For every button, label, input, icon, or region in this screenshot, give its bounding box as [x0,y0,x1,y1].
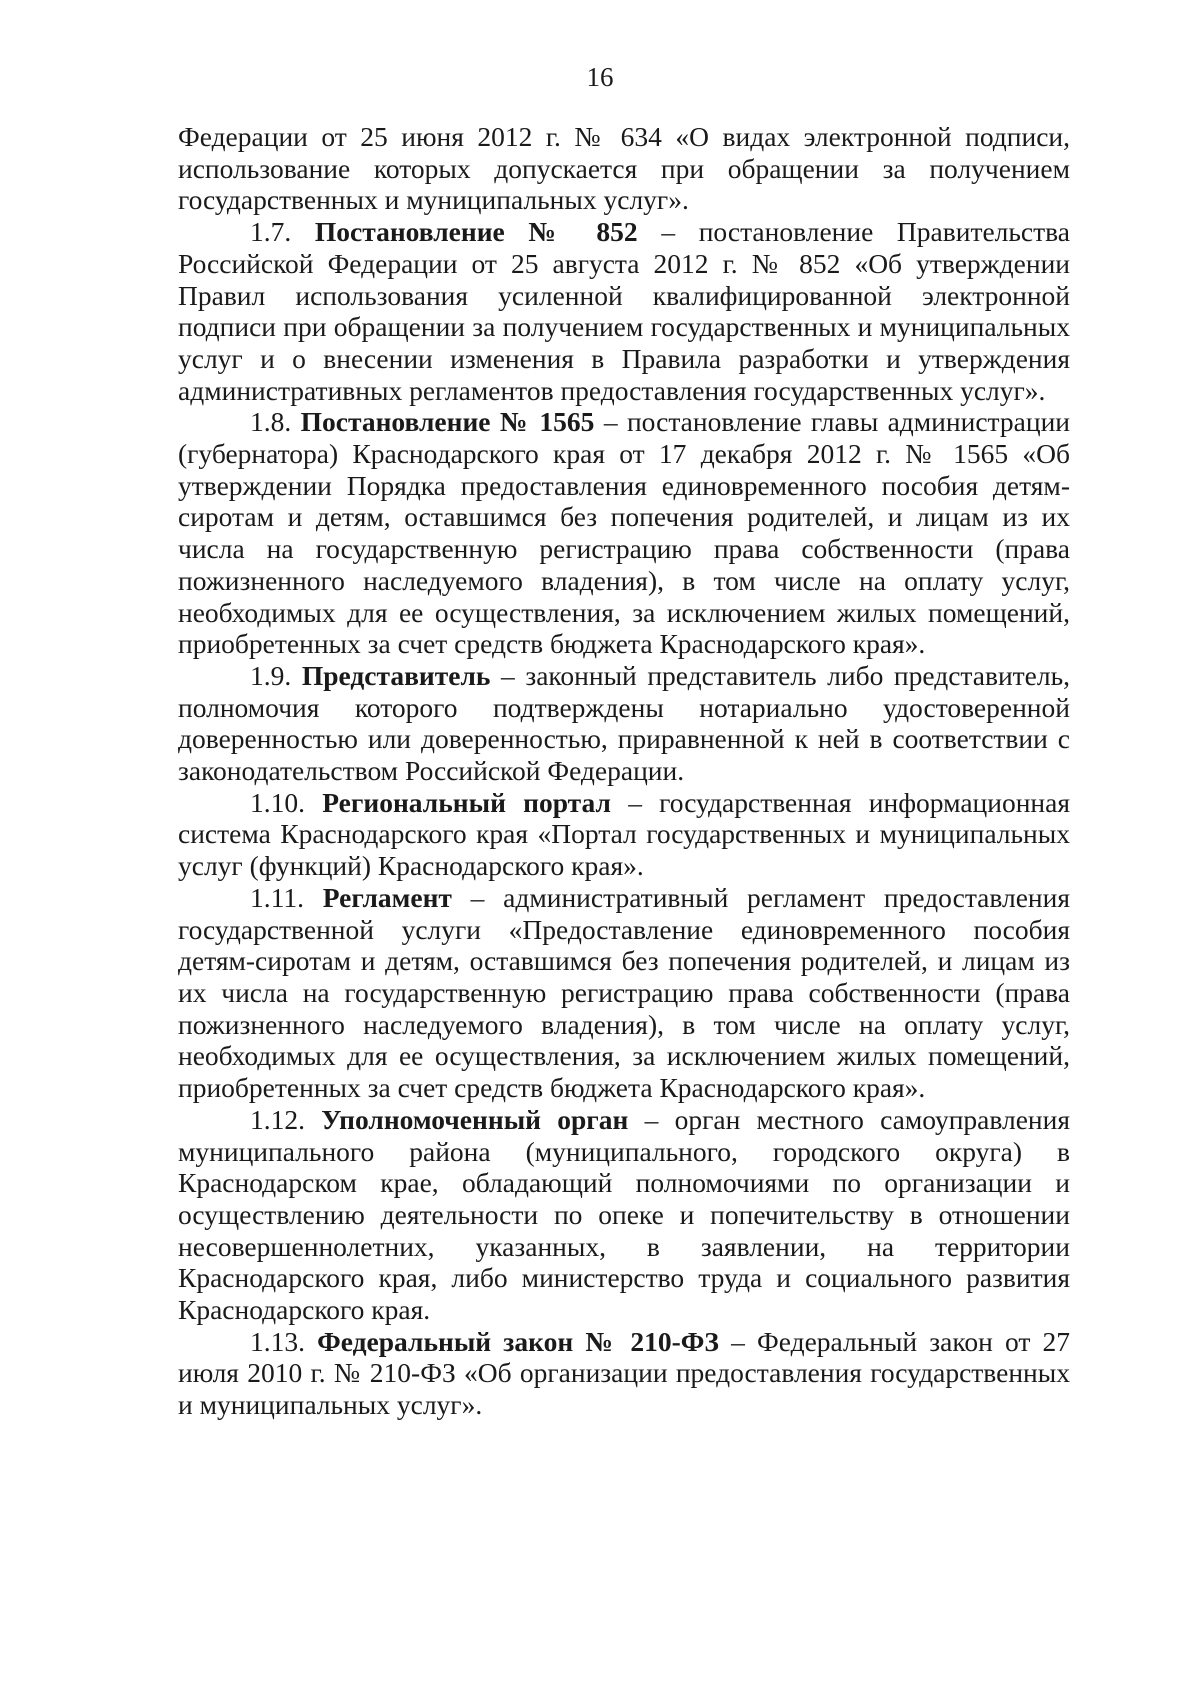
definition-paragraph [178,1104,1070,1326]
defined-term: Постановление № 852 [314,216,638,248]
definition-paragraph [178,1326,1070,1421]
item-number: 1.12. [250,1103,305,1135]
definition-text: – постановление Правительства Российской Федерации от 25 августа 2012 г. № 852 «Об утверждении Правил использования усиленной квалифицированной электронной подписи при обращении за получением государственных и муниципальных услуг и о внесении изменения в Правила разработки и утверждения административных регламентов предоставления государственных услуг». [178,216,1070,406]
document-body [178,121,1070,1421]
definition-text: – Федеральный закон от 27 июля 2010 г. № 210-ФЗ «Об организации предоставления государственных и муниципальных услуг». [178,1325,1071,1421]
defined-term: Представитель [301,659,491,691]
item-number: 1.10. [250,786,305,818]
defined-term: Постановление № 1565 [300,406,595,438]
definition-paragraph [178,660,1070,787]
definition-paragraph [178,216,1070,406]
defined-term: Федеральный закон № 210-ФЗ [317,1325,719,1357]
item-number: 1.7. [250,216,292,248]
definition-text: – законный представитель либо представитель, полномочия которого подтверждены нотариально удостоверенной доверенностью или доверенностью, приравненной к ней в соответствии с законодательством Российской Федерации. [178,659,1071,787]
definition-text: – административный регламент предоставления государственной услуги «Предоставление единовременного пособия детям-сиротам и детям, оставшимся без попечения родителей, и лицам из их числа на государственную регистрацию права собственности (права пожизненного наследуемого владения), в том числе на оплату услуг, необходимых для ее осуществления, за исключением жилых помещений, приобретенных за счет средств бюджета Краснодарского края». [178,881,1071,1104]
page-number: 16 [586,62,614,92]
continuation-paragraph: Федерации от 25 июня 2012 г. № 634 «О видах электронной подписи, использование которых допускается при обращении за получением государственных и муниципальных услуг». [178,121,1070,216]
item-number: 1.13. [250,1325,305,1357]
item-number: 1.8. [250,406,292,438]
item-number: 1.11. [250,881,304,913]
definition-text: – постановление главы администрации (губернатора) Краснодарского края от 17 декабря 2012 г. № 1565 «Об утверждении Порядка предоставления единовременного пособия детям-сиротам и детям, оставшимся без попечения родителей, и лицам из их числа на государственную регистрацию права собственности (права пожизненного наследуемого владения), в том числе на оплату услуг, необходимых для ее осуществления, за исключением жилых помещений, приобретенных за счет средств бюджета Краснодарского края». [178,406,1071,660]
definition-paragraph [178,882,1070,1104]
defined-term: Уполномоченный орган [321,1103,629,1135]
definition-text: – государственная информационная система Краснодарского края «Портал государственных и муниципальных услуг (функций) Краснодарского края». [178,786,1071,882]
defined-term: Регламент [322,881,452,913]
defined-term: Региональный портал [322,786,611,818]
definition-paragraph [178,787,1070,882]
definition-paragraph [178,406,1070,660]
item-number: 1.9. [250,659,292,691]
definition-text: – орган местного самоуправления муниципального района (муниципального, городского округа) в Краснодарском крае, обладающий полномочиями по организации и осуществлению деятельности по опеке и попечительству в отношении несовершеннолетних, указанных, в заявлении, на территории Краснодарского края, либо министерство труда и социального развития Краснодарского края. [178,1103,1071,1326]
